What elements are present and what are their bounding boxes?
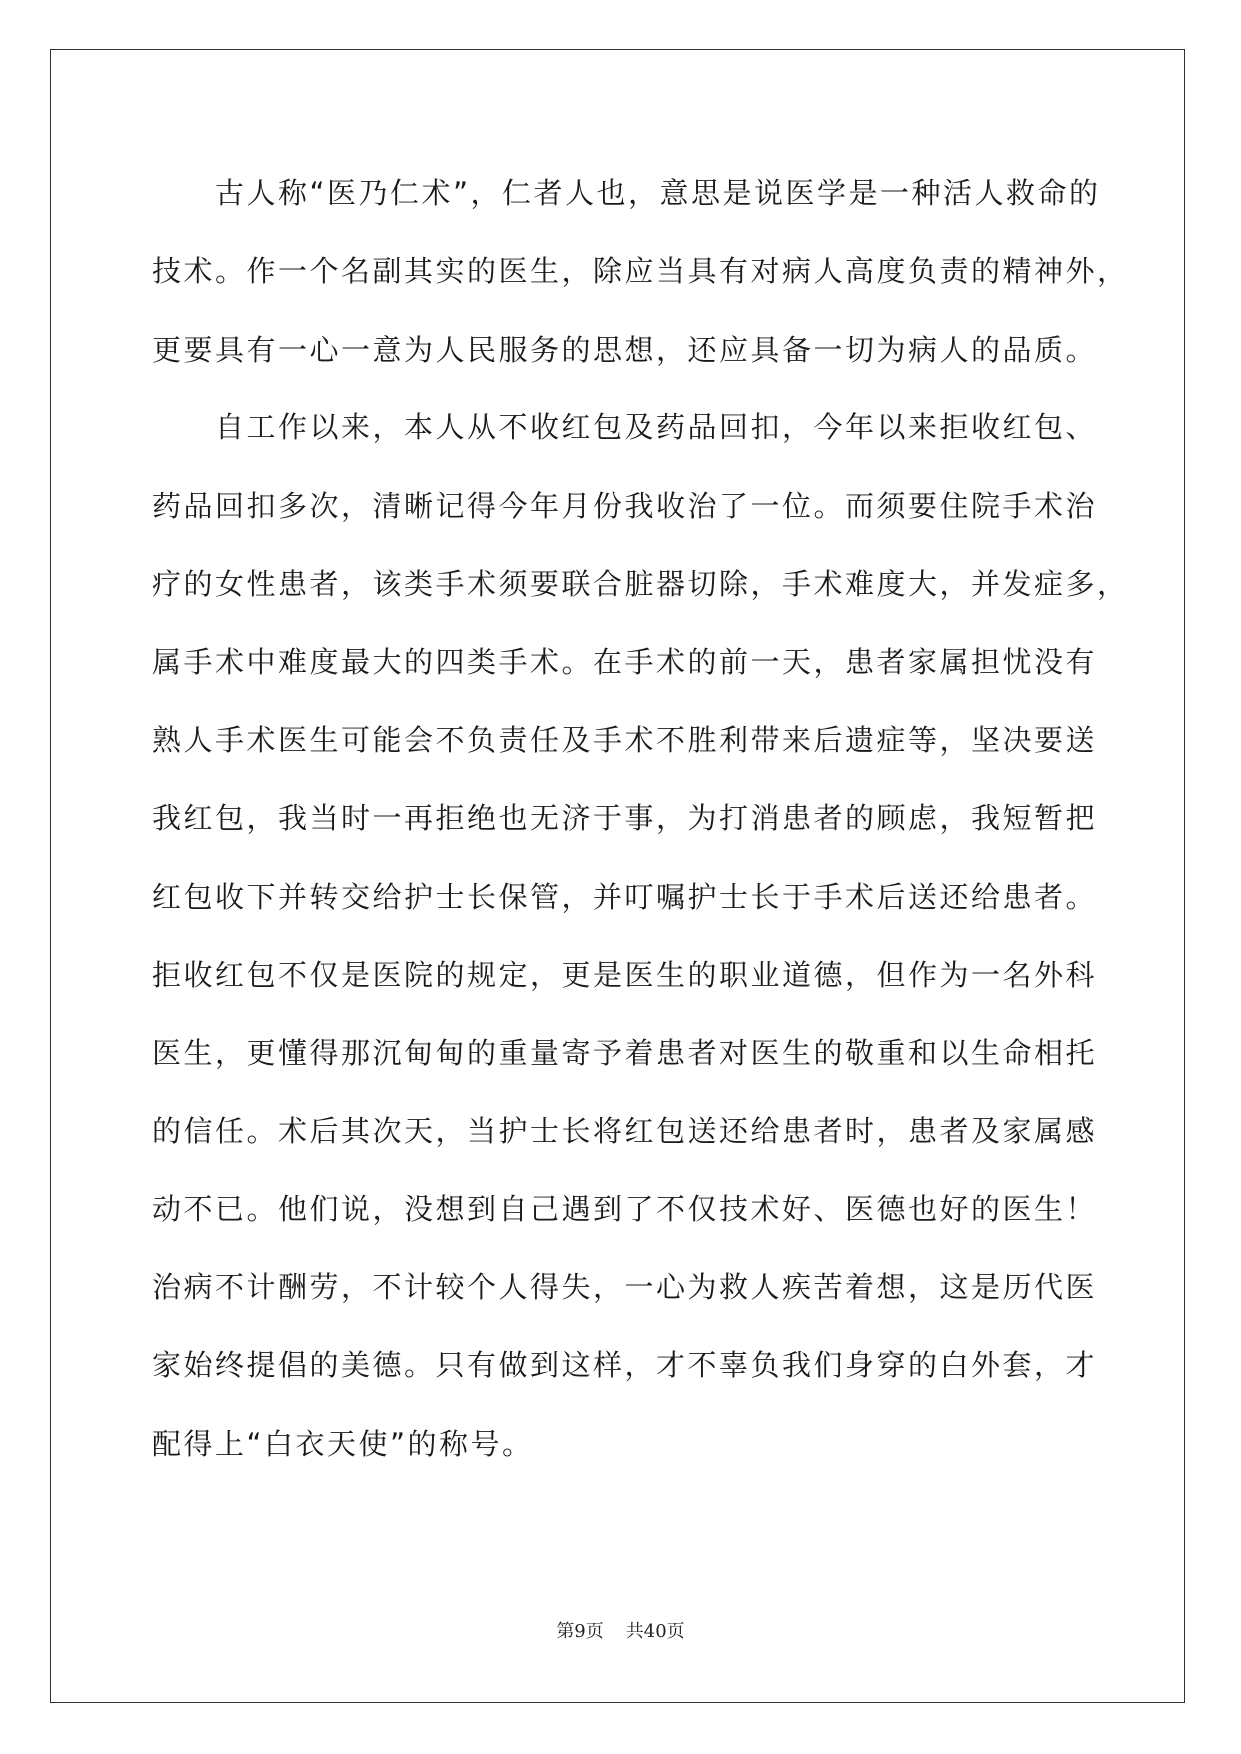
text-line: 属手术中难度最大的四类手术。在手术的前一天，患者家属担忧没有 bbox=[152, 645, 1098, 679]
text-line: 的信任。术后其次天，当护士长将红包送还给患者时，患者及家属感 bbox=[152, 1114, 1098, 1148]
text-line: 配得上“白衣天使”的称号。 bbox=[152, 1427, 534, 1461]
text-line: 动不已。他们说，没想到自己遇到了不仅技术好、医德也好的医生！ bbox=[152, 1192, 1098, 1226]
page-footer bbox=[0, 1617, 1241, 1643]
text-line: 家始终提倡的美德。只有做到这样，才不辜负我们身穿的白外套，才 bbox=[152, 1348, 1098, 1382]
page-number: 第9页 bbox=[556, 1621, 604, 1642]
text-line: 医生，更懂得那沉甸甸的重量寄予着患者对医生的敬重和以生命相托 bbox=[152, 1036, 1098, 1070]
page-total: 共40页 bbox=[625, 1621, 685, 1642]
text-line: 我红包，我当时一再拒绝也无济于事，为打消患者的顾虑，我短暂把 bbox=[152, 801, 1098, 835]
text-line: 古人称“医乃仁术”，仁者人也，意思是说医学是一种活人救命的 bbox=[152, 176, 1101, 210]
text-line: 治病不计酬劳，不计较个人得失，一心为救人疾苦着想，这是历代医 bbox=[152, 1270, 1098, 1304]
text-line: 红包收下并转交给护士长保管，并叮嘱护士长于手术后送还给患者。 bbox=[152, 880, 1098, 914]
text-line: 自工作以来，本人从不收红包及药品回扣，今年以来拒收红包、 bbox=[152, 410, 1098, 444]
text-line: 拒收红包不仅是医院的规定，更是医生的职业道德，但作为一名外科 bbox=[152, 958, 1098, 992]
text-line: 药品回扣多次，清晰记得今年月份我收治了一位。而须要住院手术治 bbox=[152, 489, 1098, 523]
text-line: 疗的女性患者，该类手术须要联合脏器切除，手术难度大，并发症多， bbox=[152, 567, 1129, 601]
text-line: 更要具有一心一意为人民服务的思想，还应具备一切为病人的品质。 bbox=[152, 333, 1098, 367]
text-line: 技术。作一个名副其实的医生，除应当具有对病人高度负责的精神外， bbox=[152, 254, 1129, 288]
text-line: 熟人手术医生可能会不负责任及手术不胜利带来后遗症等，坚决要送 bbox=[152, 723, 1098, 757]
